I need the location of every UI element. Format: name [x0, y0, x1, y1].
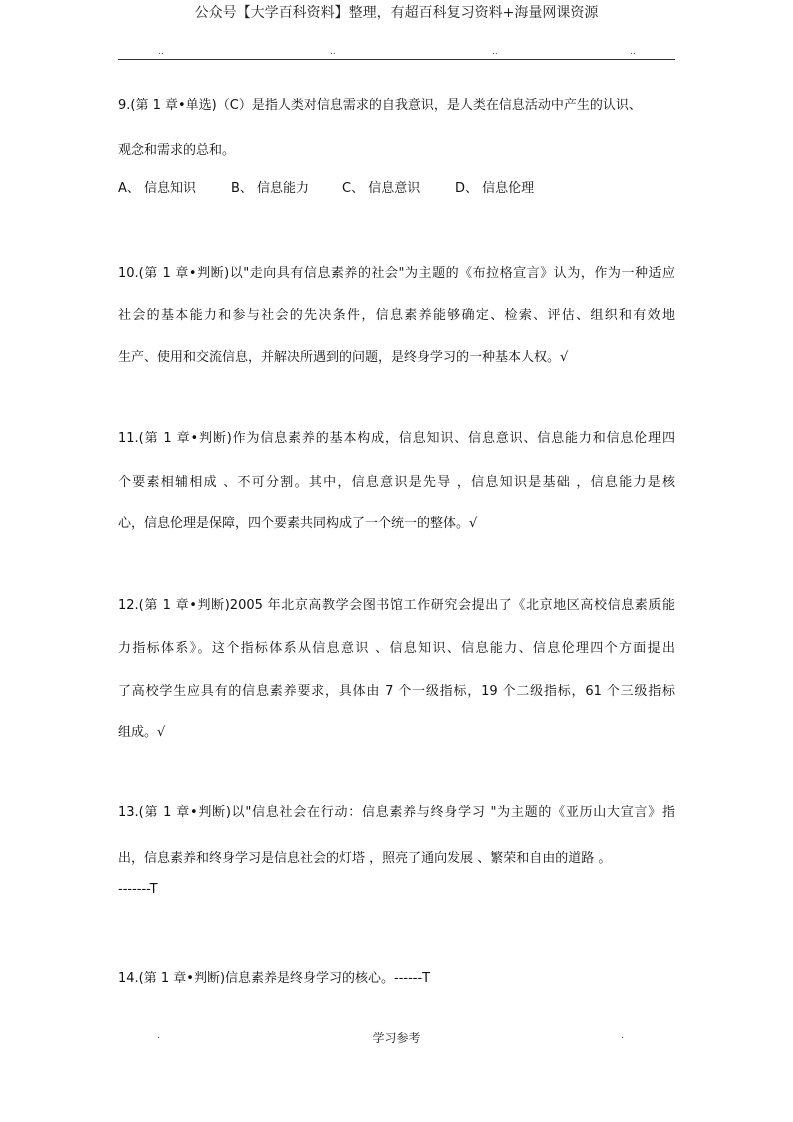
header-dot: ..	[158, 47, 164, 57]
question-line: 13.(第 1 章•判断)以"信息社会在行动：信息素养与终身学习 "为主题的《亚历山大宣言》指	[118, 805, 675, 820]
option-a: A、 信息知识	[118, 181, 197, 196]
question-line: 社会的基本能力和参与社会的先决条件，信息素养能够确定、检索、评估、组织和有效地	[118, 308, 675, 323]
question-line: 9.(第 1 章•单选)（C）是指人类对信息需求的自我意识，是人类在信息活动中产生的认识、	[118, 98, 642, 113]
question-line: 生产、使用和交流信息，并解决所遇到的问题，是终身学习的一种基本人权。√	[118, 350, 569, 365]
question-line: 力指标体系》。这个指标体系从信息意识 、信息知识、信息能力、信息伦理四个方面提出	[118, 641, 675, 656]
option-b: B、 信息能力	[231, 181, 310, 196]
question-line: 10.(第 1 章•判断)以"走向具有信息素养的社会"为主题的《布拉格宣言》认为，作为一种适应	[118, 266, 675, 281]
page-footer: 学习参考	[372, 1031, 421, 1045]
question-line: 心，信息伦理是保障，四个要素共同构成了一个统一的整体。√	[118, 516, 478, 531]
question-line: 组成。√	[118, 725, 166, 740]
question-line: 11.(第 1 章•判断)作为信息素养的基本构成，信息知识、信息意识、信息能力和信息伦理四	[118, 431, 675, 446]
page-header: 公众号【大学百科资料】整理，有超百科复习资料+海量网课资源	[194, 5, 599, 21]
question-line: 12.(第 1 章•判断)2005 年北京高教学会图书馆工作研究会提出了《北京地区高校信息素质能	[118, 598, 675, 613]
question-line: 了高校学生应具有的信息素养要求，具体由 7 个一级指标，19 个二级指标，61 个三级指标	[118, 684, 675, 699]
header-dot: ..	[630, 47, 636, 57]
question-line: 个要素相辅相成 、不可分割。其中，信息意识是先导 ，信息知识是基础 ，信息能力是核	[118, 475, 675, 490]
header-dot: ..	[330, 47, 336, 57]
question-line: 观念和需求的总和。	[118, 143, 236, 158]
option-c: C、 信息意识	[342, 181, 421, 196]
question-line: -------T	[118, 882, 158, 897]
footer-dot: .	[157, 1030, 161, 1041]
footer-dot: .	[621, 1030, 625, 1041]
question-line: 14.(第 1 章•判断)信息素养是终身学习的核心。------T	[118, 971, 431, 986]
header-divider	[118, 59, 675, 60]
question-line: 出，信息素养和终身学习是信息社会的灯塔 ，照亮了通向发展 、繁荣和自由的道路 。	[118, 851, 612, 866]
option-d: D、 信息伦理	[455, 181, 535, 196]
header-dot: ..	[492, 47, 498, 57]
